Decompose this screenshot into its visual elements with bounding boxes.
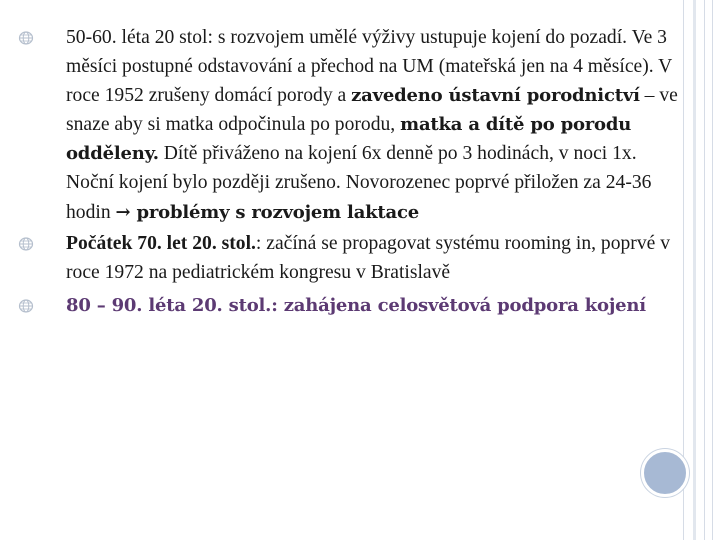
bullet-text-segment: 50-60. léta 20 stol [66, 27, 208, 48]
bullet-text-segment: zavedeno ústavní porodnictví [351, 85, 640, 107]
bullet-text-segment: – ve snaze aby si matka odpočinula po porodu, [66, 85, 678, 136]
globe-bullet-icon [18, 299, 34, 313]
globe-bullet-icon [18, 237, 34, 251]
decor-line [712, 0, 713, 540]
decor-circle [641, 449, 689, 497]
bullet-item [18, 23, 678, 227]
bullet-item [18, 291, 678, 320]
bullet-text-segment: Počátek 70. let 20. stol. [66, 232, 256, 254]
bullet-list [18, 23, 678, 320]
decor-line [704, 0, 705, 540]
bullet-text-segment: : s rozvojem umělé výživy ustupuje kojení do pozadí. Ve 3 měsíci postupné odstavování a přechod na UM (mateřská jen na 4 měsíce). V roce 1952 zrušeny domácí porody a [66, 27, 672, 107]
globe-bullet-icon [18, 31, 34, 45]
bullet-text-segment: Dítě přiváženo na kojení 6x denně po 3 hodinách, v noci 1x. Noční kojení bylo později zrušeno. Novorozenec poprvé přiložen za 24-36 hodin [66, 143, 652, 223]
bullet-text-segment: : začíná se propagovat systému rooming in, poprvé v roce 1972 na pediatrickém kongresu v Bratislavě [66, 232, 671, 283]
bullet-text-segment: matka a dítě po porodu odděleny. [66, 114, 632, 165]
decor-line [693, 0, 696, 540]
bullet-text-segment: 80 – 90. léta 20. stol.: zahájena celosvětová podpora kojení [66, 294, 646, 316]
bullet-text-segment: → problémy s rozvojem laktace [115, 201, 420, 223]
bullet-item [18, 229, 678, 287]
